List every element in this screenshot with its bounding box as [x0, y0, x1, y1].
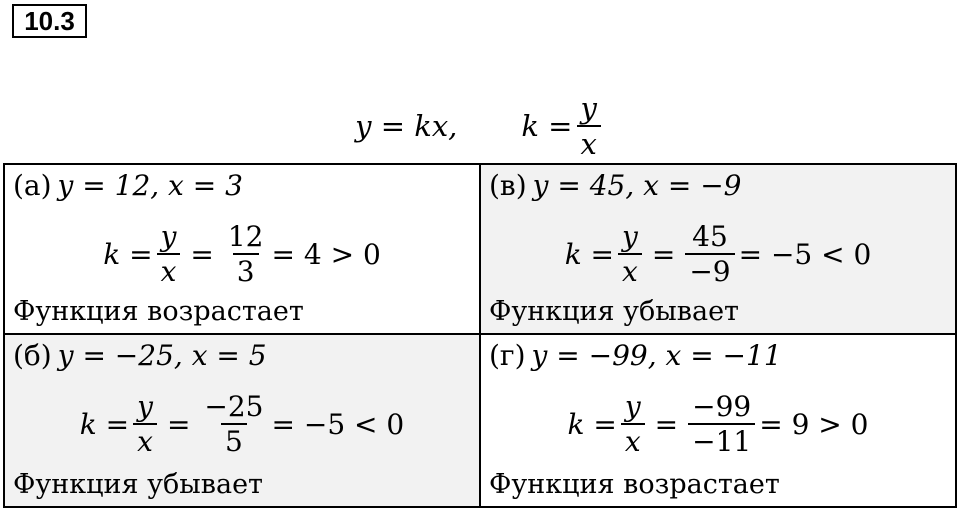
denominator-x-g: x — [621, 423, 645, 456]
fraction-yx-a — [157, 219, 181, 288]
k-g: k = — [567, 407, 617, 441]
numerator-y-v: y — [622, 219, 638, 253]
label-v: (в) — [489, 169, 527, 202]
k-a: k = — [103, 237, 153, 271]
numerator-value-g: −99 — [692, 389, 752, 423]
fraction-values-v — [685, 219, 734, 288]
calculation-a — [5, 211, 479, 297]
calculation-g — [481, 381, 955, 467]
numerator-y-g: y — [624, 389, 641, 423]
denominator-x-v: x — [618, 253, 642, 286]
general-formula — [0, 88, 960, 164]
condition-text-a: y = 12, x = 3 — [57, 169, 243, 202]
fraction-values-a — [224, 219, 268, 288]
cell-a — [5, 165, 481, 335]
result-b: = −5 < 0 — [271, 407, 405, 441]
fraction-yx-b — [133, 389, 157, 458]
numerator-value-a: 12 — [227, 219, 264, 253]
fraction-yx-g — [621, 389, 645, 458]
fraction-values-b — [200, 389, 267, 458]
label-g: (г) — [489, 339, 526, 372]
equals-a: = — [190, 237, 214, 271]
condition-g — [489, 339, 782, 372]
denominator-value-a: 3 — [233, 253, 259, 286]
equals-v: = — [651, 237, 676, 271]
condition-text-g: y = −99, x = −11 — [531, 339, 782, 372]
k-b: k = — [79, 407, 130, 441]
formula-k: k = — [521, 109, 573, 143]
label-a: (а) — [13, 169, 52, 202]
numerator-y-b: y — [137, 389, 153, 423]
verdict-a: Функция возрастает — [13, 296, 304, 327]
result-v: = −5 < 0 — [738, 237, 872, 271]
result-a: = 4 > 0 — [271, 237, 381, 271]
solutions-table — [3, 163, 957, 508]
numerator-value-v: 45 — [692, 219, 728, 253]
equals-g: = — [654, 407, 679, 441]
condition-v — [489, 169, 741, 202]
numerator-y-a: y — [160, 219, 177, 253]
fraction-yx-v — [618, 219, 642, 288]
label-b: (б) — [13, 339, 52, 372]
calculation-b — [5, 381, 479, 467]
denominator-value-b: 5 — [221, 423, 247, 456]
verdict-g: Функция возрастает — [489, 469, 780, 500]
condition-a — [13, 169, 243, 202]
k-v: k = — [564, 237, 615, 271]
formula-linear: y = kx, — [355, 109, 458, 143]
formula-fraction — [576, 90, 600, 161]
condition-b — [13, 339, 267, 372]
numerator-value-b: −25 — [204, 389, 264, 423]
verdict-b: Функция убывает — [13, 469, 263, 500]
formula-numerator: y — [580, 90, 597, 125]
denominator-value-g: −11 — [688, 423, 755, 456]
exercise-number: 10.3 — [12, 4, 87, 38]
fraction-values-g — [688, 389, 755, 458]
verdict-v: Функция убывает — [489, 296, 739, 327]
cell-v — [481, 165, 955, 335]
result-g: = 9 > 0 — [759, 407, 869, 441]
denominator-x-b: x — [133, 423, 157, 456]
formula-denominator: x — [577, 125, 601, 159]
condition-text-b: y = −25, x = 5 — [57, 339, 267, 372]
calculation-v — [481, 211, 955, 297]
condition-text-v: y = 45, x = −9 — [532, 169, 742, 202]
cell-g — [481, 335, 955, 506]
denominator-value-v: −9 — [685, 253, 734, 286]
equals-b: = — [166, 407, 191, 441]
denominator-x-a: x — [157, 253, 181, 286]
cell-b — [5, 335, 481, 506]
